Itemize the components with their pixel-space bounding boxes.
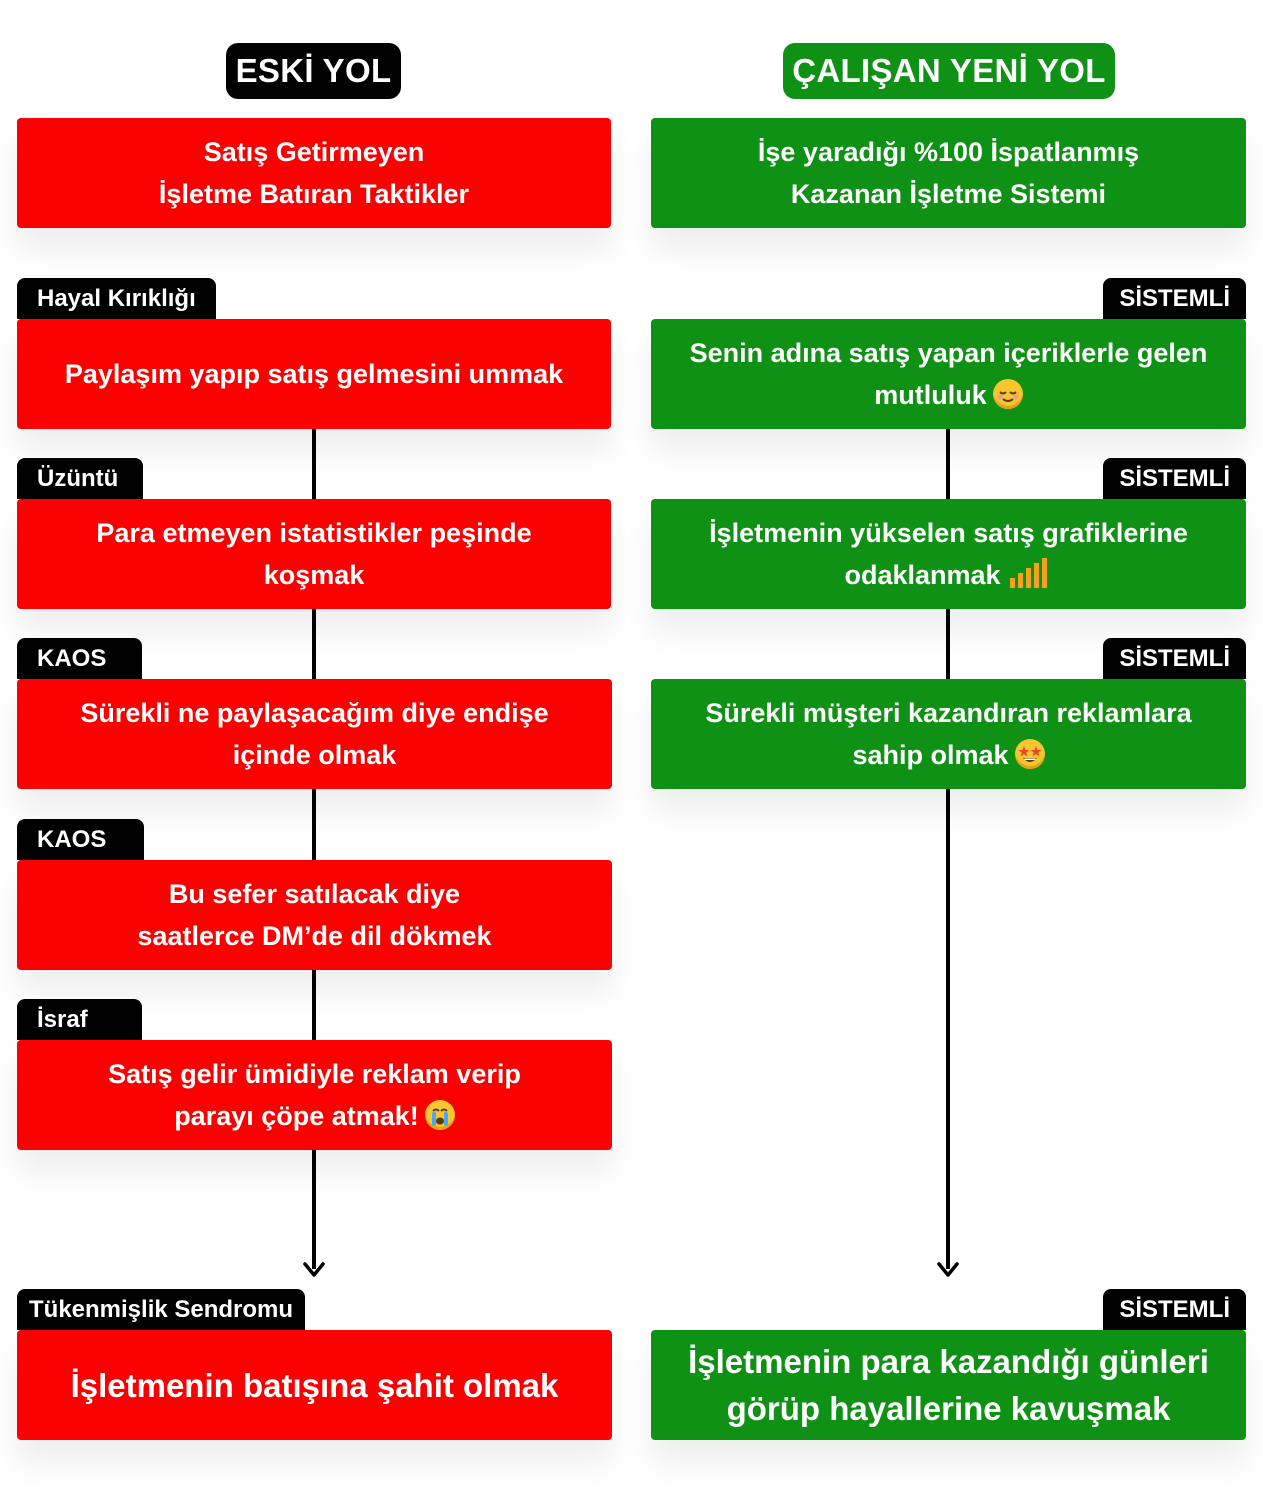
old-final: İşletmenin batışına şahit olmak [17, 1330, 612, 1440]
new-step-1-tag: SİSTEMLİ [1103, 278, 1246, 319]
old-path-title: ESKİ YOL [226, 43, 401, 99]
new-final-tag: SİSTEMLİ [1103, 1289, 1246, 1330]
relieved-face-icon [993, 379, 1023, 409]
old-final-tag: Tükenmişlik Sendromu [17, 1289, 305, 1330]
star-struck-face-icon [1015, 739, 1045, 769]
old-step-4: Bu sefer satılacak diye saatlerce DM’de dil dökmek [17, 860, 612, 970]
new-path-arrow-icon [936, 1258, 960, 1280]
new-step-3 [651, 679, 1246, 789]
new-step-1 [651, 319, 1246, 429]
old-step-1: Paylaşım yapıp satış gelmesini ummak [17, 319, 611, 429]
signal-bars-icon [1009, 558, 1053, 588]
old-step-5-tag: İsraf [17, 999, 142, 1040]
crying-face-icon [425, 1100, 455, 1130]
old-step-2: Para etmeyen istatistikler peşinde koşmak [17, 499, 611, 609]
old-step-2-tag: Üzüntü [17, 458, 143, 499]
new-path-title: ÇALIŞAN YENİ YOL [783, 43, 1115, 99]
new-step-3-text: Sürekli müşteri kazandıran reklamlara sahip olmak [705, 698, 1192, 770]
old-step-4-tag: KAOS [17, 819, 144, 860]
new-final: İşletmenin para kazandığı günleri görüp hayallerine kavuşmak [651, 1330, 1246, 1440]
new-path-header: İşe yaradığı %100 İspatlanmış Kazanan İşletme Sistemi [651, 118, 1246, 228]
new-step-1-text: Senin adına satış yapan içeriklerle gelen mutluluk [689, 338, 1208, 410]
old-path-header: Satış Getirmeyen İşletme Batıran Taktikler [17, 118, 611, 228]
new-step-2-text: İşletmenin yükselen satış grafiklerine odaklanmak [709, 518, 1188, 590]
new-step-3-tag: SİSTEMLİ [1103, 638, 1246, 679]
old-step-1-tag: Hayal Kırıklığı [17, 278, 216, 319]
new-step-2-tag: SİSTEMLİ [1103, 458, 1246, 499]
old-path-arrow-icon [302, 1258, 326, 1280]
old-step-5 [17, 1040, 612, 1150]
new-step-2 [651, 499, 1246, 609]
old-step-3-tag: KAOS [17, 638, 142, 679]
old-step-3: Sürekli ne paylaşacağım diye endişe içinde olmak [17, 679, 612, 789]
old-step-5-text: Satış gelir ümidiyle reklam verip parayı çöpe atmak! [108, 1059, 521, 1131]
